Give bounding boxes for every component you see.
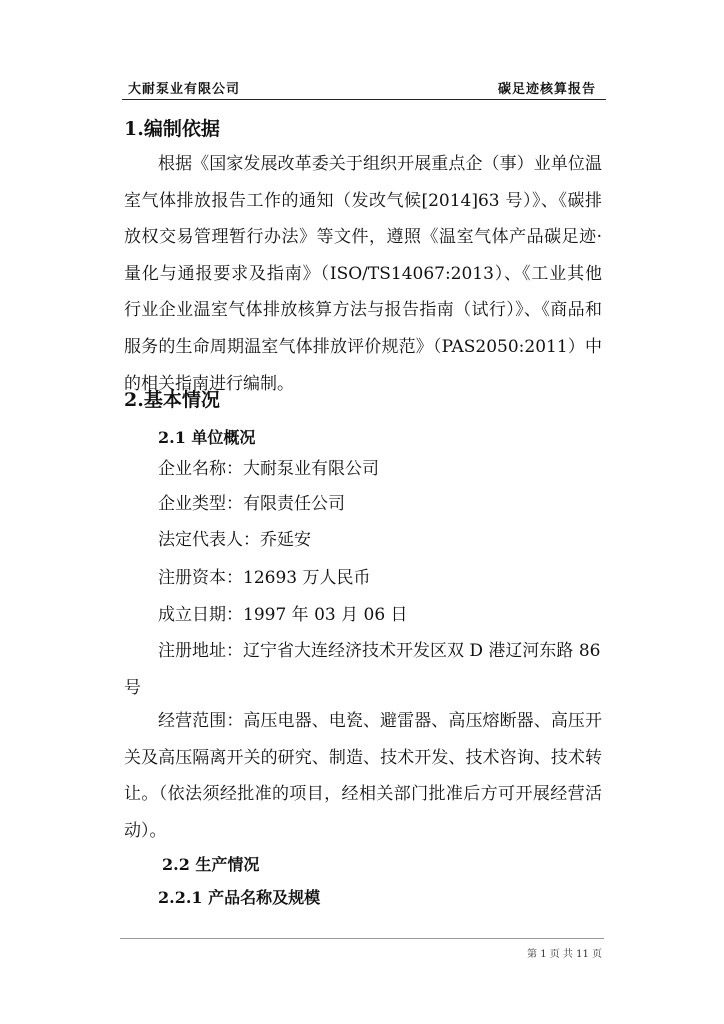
page-number: 第 1 页 共 11 页	[527, 949, 602, 960]
capital-line: 注册资本：12693 万人民币	[158, 568, 371, 588]
section-1-title: 1.编制依据	[124, 118, 220, 140]
business-scope-paragraph: 经营范围：高压电器、电瓷、避雷器、高压熔断器、高压开关及高压隔离开关的研究、制造、技术开发、技术咨询、技术转让。（依法须经批准的项目，经相关部门批准后方可开展经营活动）。	[124, 711, 602, 841]
header-company: 大耐泵业有限公司	[128, 82, 241, 97]
footer-rule	[120, 938, 604, 939]
founded-line: 成立日期：1997 年 03 月 06 日	[158, 605, 408, 625]
company-type-line: 企业类型：有限责任公司	[158, 494, 345, 514]
legal-rep-line: 法定代表人：乔延安	[158, 530, 311, 550]
address-line: 注册地址：辽宁省大连经济技术开发区双 D 港辽河东路 86	[158, 641, 601, 661]
header-report-title: 碳足迹核算报告	[497, 82, 596, 97]
company-name-line: 企业名称：大耐泵业有限公司	[158, 459, 379, 479]
section-2-title: 2.基本情况	[124, 389, 220, 411]
section-1-paragraph: 根据《国家发展改革委关于组织开展重点企（事）业单位温室气体排放报告工作的通知（发改气候[2014]63 号）》、《碳排放权交易管理暂行办法》等文件，遵照《温室气体产品碳足迹·量化与通报要求及指南》（ISO/TS14067:2013）、《工业其他行业企业温室气体排放核算方法与报告指南（试行）》、《商品和服务的生命周期温室气体排放评价规范》（PAS2050:2011）中的相关指南进行编制。	[124, 154, 602, 394]
address-line-cont: 号	[124, 678, 141, 698]
section-2-2-title: 2.2 生产情况	[162, 855, 260, 874]
section-2-1-title: 2.1 单位概况	[158, 428, 256, 447]
header-rule	[122, 99, 606, 100]
section-2-2-1-title: 2.2.1 产品名称及规模	[158, 888, 321, 907]
